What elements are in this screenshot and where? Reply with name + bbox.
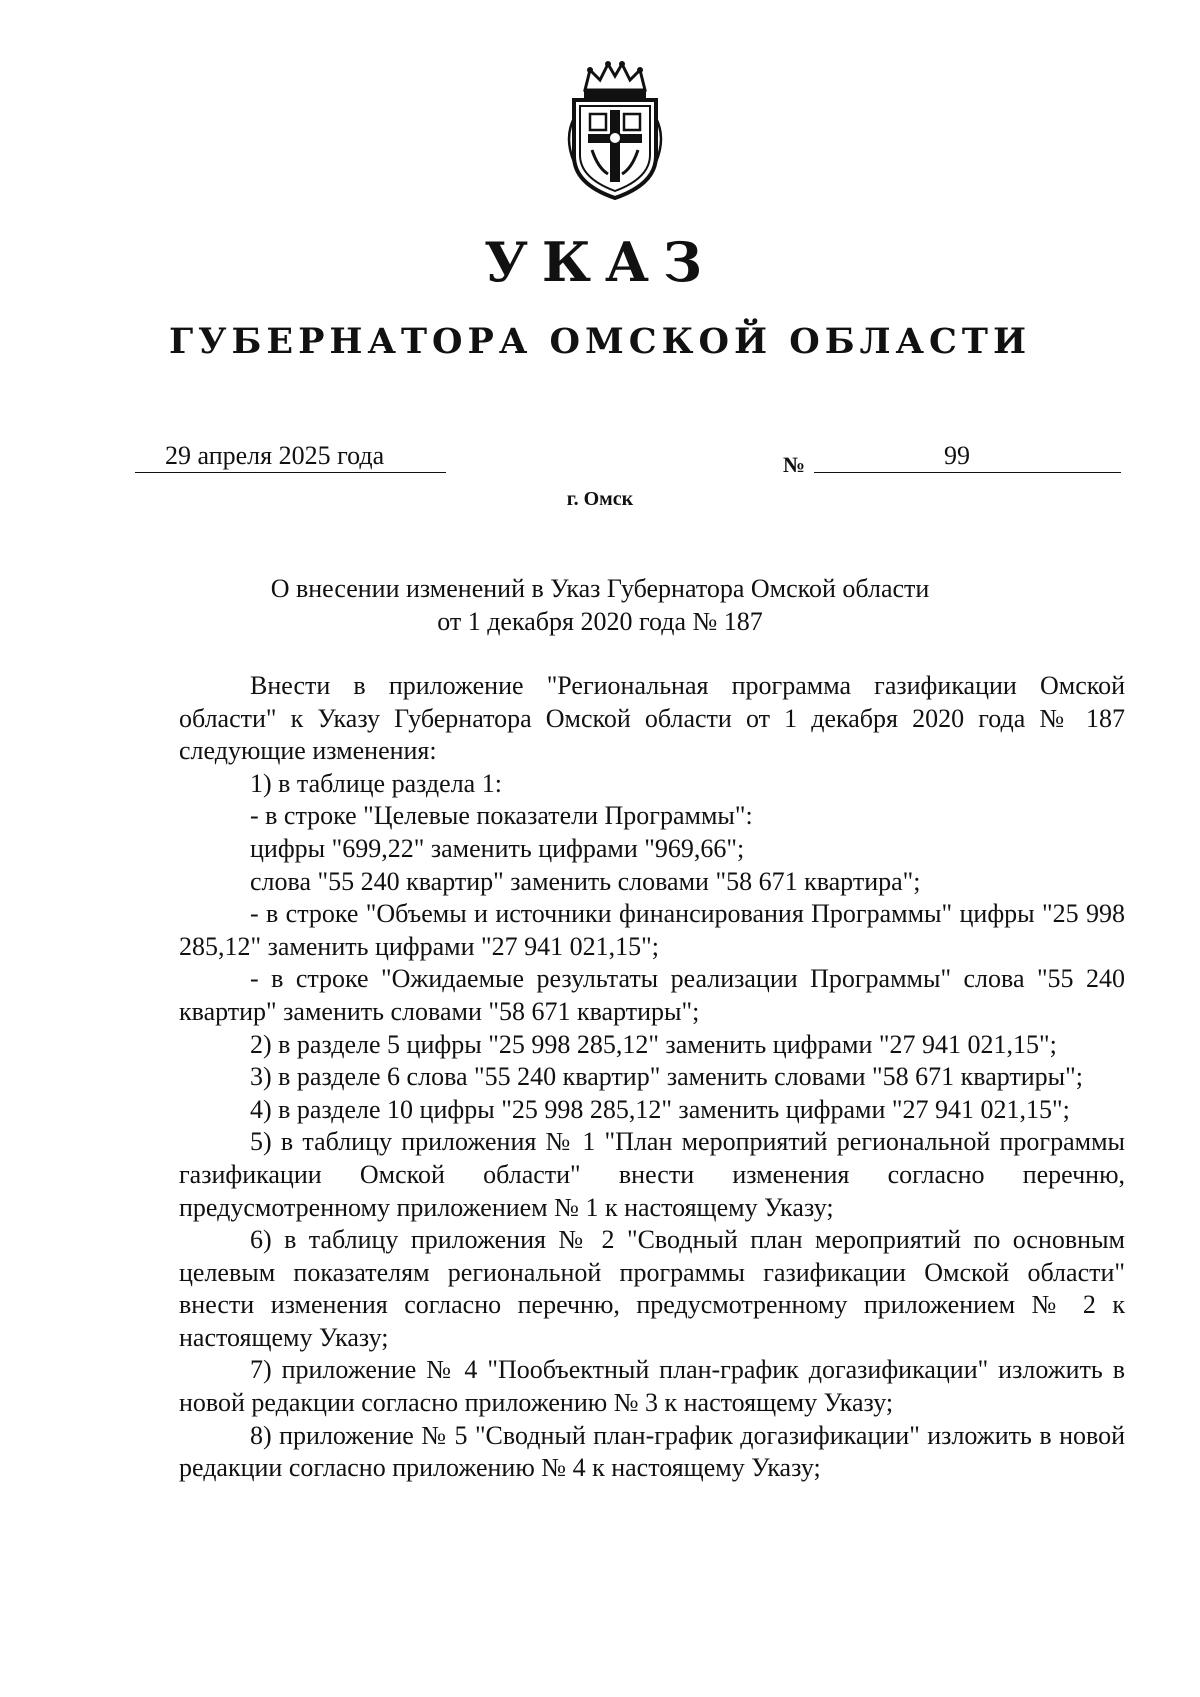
body-paragraph: 3) в разделе 6 слова "55 240 квартир" заменить словами "58 671 квартиры";: [250, 1062, 1083, 1092]
body-paragraph: - в строке "Объемы и источники финансирования Программы" цифры "25 998 285,12" заменить цифрами "27 941 021,15";: [179, 899, 1125, 961]
subject-line-1: О внесении изменений в Указ Губернатора Омской области: [270, 574, 930, 603]
body-paragraph: слова "55 240 квартир" заменить словами "58 671 квартира";: [250, 866, 921, 896]
subject-line-2: от 1 декабря 2020 года № 187: [437, 607, 763, 636]
body-paragraph: цифры "699,22" заменить цифрами "969,66";: [250, 833, 745, 863]
document-date: 29 апреля 2025 года: [135, 440, 446, 473]
document-number: 99: [814, 440, 1121, 473]
body-paragraph: 6) в таблицу приложения № 2 "Сводный план мероприятий по основным целевым показателям региональной программы газификации Омской области" внести изменения согласно перечню, предусмотренному приложением № 2 к настоящему Указу;: [179, 1225, 1125, 1352]
document-title: УКАЗ: [484, 230, 716, 294]
body-paragraph: 4) в разделе 10 цифры "25 998 285,12" заменить цифрами "27 941 021,15";: [250, 1094, 1070, 1124]
body-paragraph: 5) в таблицу приложения № 1 "План мероприятий региональной программы газификации Омской области" внести изменения согласно перечню, предусмотренному приложением № 1 к настоящему Указу;: [179, 1127, 1125, 1222]
body-paragraph: - в строке "Целевые показатели Программы":: [250, 801, 753, 831]
body-paragraph: 7) приложение № 4 "Пообъектный план-график догазификации" изложить в новой редакции согласно приложению № 3 к настоящему Указу;: [179, 1355, 1125, 1418]
document-subtitle: ГУБЕРНАТОРА ОМСКОЙ ОБЛАСТИ: [168, 321, 1032, 362]
document-body: [179, 670, 1125, 1485]
body-paragraph: 2) в разделе 5 цифры "25 998 285,12" заменить цифрами "27 941 021,15";: [250, 1029, 1057, 1059]
body-paragraph: Внести в приложение "Региональная программа газификации Омской области" к Указу Губернатора Омской области от 1 декабря 2020 года № 187 следующие изменения:: [179, 671, 1125, 766]
number-label: №: [783, 452, 806, 477]
body-paragraph: - в строке "Ожидаемые результаты реализации Программы" слова "55 240 квартир" заменить словами "58 671 квартиры";: [179, 964, 1125, 1026]
coat-of-arms-icon: [560, 58, 670, 203]
body-paragraph: 8) приложение № 5 "Сводный план-график догазификации" изложить в новой редакции согласно приложению № 4 к настоящему Указу;: [179, 1420, 1125, 1483]
document-city: г. Омск: [566, 488, 634, 510]
document-subject: [150, 572, 1050, 638]
body-paragraph: 1) в таблице раздела 1:: [250, 768, 502, 798]
